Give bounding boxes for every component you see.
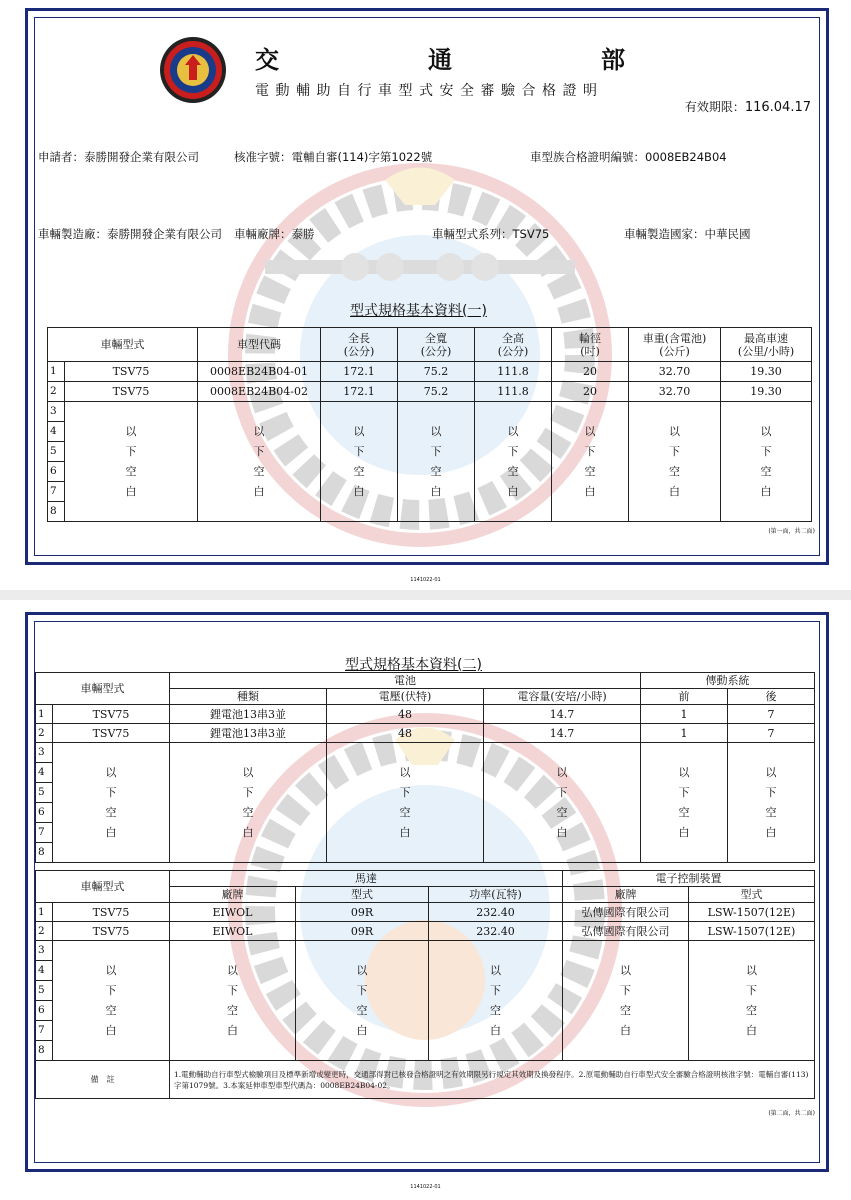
table-row: 1 TSV75 鋰電池13串3並 48 14.7 1 7 xyxy=(36,705,815,724)
blank-cell: 以 下 空 白 xyxy=(484,743,641,863)
header-cell: 全寬 (公分) xyxy=(398,328,475,362)
blank-cell: 以 下 空 白 xyxy=(170,743,327,863)
section-title-1: 型式規格基本資料(一) xyxy=(350,303,487,319)
applicant: 申請者：泰勝開發企業有限公司 xyxy=(38,150,199,164)
blank-cell: 以 下 空 白 xyxy=(327,743,484,863)
header-cell: 車輛型式 xyxy=(36,871,170,903)
table-row: 2 TSV75 EIWOL 09R 232.40 弘傳國際有限公司 LSW-1507(12E) xyxy=(36,922,815,941)
header-cell: 後 xyxy=(728,689,815,705)
blank-cell: 以 下 空 白 xyxy=(728,743,815,863)
document-number: 1141022-01 xyxy=(410,1184,441,1190)
blank-cell: 以 下 空 白 xyxy=(398,402,475,522)
header-cell: 前 xyxy=(641,689,728,705)
blank-row: 3 以 下 空 白 以 下 空 白 以 下 空 白 以 下 空 白 以 下 空 白 以 下 空 白 以 下 空 白 以 下 空 白 xyxy=(48,402,812,422)
spec-table-2a: 車輛型式 電池 傳動系統 種類 電壓(伏特) 電容量(安培/小時) 前 後 1 TSV75 鋰電池13串3並 48 14.7 1 7 2 TSV75 鋰電池13串3並 48 14.7 1 7 3 以 下 空 白 以 下 空 白 以 下 空 白 以 下 空 白 以 下 空 白 以 下 空 白 4 5 6 7 8 xyxy=(35,672,815,863)
remarks-label: 備 註 xyxy=(36,1061,170,1099)
header-cell: 最高車速 (公里/小時) xyxy=(721,328,812,362)
blank-cell: 以 下 空 白 xyxy=(53,941,170,1061)
certificate-subtitle: 電動輔助自行車型式安全審驗合格證明 xyxy=(255,83,604,99)
table-row: 2 TSV75 鋰電池13串3並 48 14.7 1 7 xyxy=(36,724,815,743)
header-cell: 車輛型式 xyxy=(48,328,198,362)
table-header-row xyxy=(48,328,812,362)
header-cell: 電容量(安培/小時) xyxy=(484,689,641,705)
header-cell: 種類 xyxy=(170,689,327,705)
header-cell: 全高 (公分) xyxy=(475,328,552,362)
header-cell: 電子控制裝置 xyxy=(563,871,815,887)
page-mark: (第二面，共二面) xyxy=(768,1110,815,1117)
header-cell: 車型代碼 xyxy=(198,328,321,362)
manufacturing-country: 車輛製造國家：中華民國 xyxy=(624,227,751,241)
blank-row: 3 以 下 空 白 以 下 空 白 以 下 空 白 以 下 空 白 以 下 空 白 以 下 空 白 xyxy=(36,941,815,961)
spec-table-1: 車輛型式 車型代碼 全長 (公分) 全寬 (公分) 全高 (公分) 輪徑 (吋) 車重(含電池) (公斤) 最高車速 (公里/小時) 1 TSV75 0008EB24B04-01 172.1 75.2 111.8 20 32.70 19.30 2 TSV75 0008EB24B04-02 172.1 75.2 111.8 20 32.70 19.30 3 以 下 空 白 以 下 空 白 以 下 空 白 以 下 空 白 以 下 空 白 以 下 空 白 以 下 空 白 以 下 空 白 4 5 6 7 8 xyxy=(47,327,812,522)
document-number: 1141022-01 xyxy=(410,577,441,583)
blank-cell: 以 下 空 白 xyxy=(321,402,398,522)
header-cell: 功率(瓦特) xyxy=(429,887,563,903)
blank-cell: 以 下 空 白 xyxy=(629,402,721,522)
spec-table-2b: 車輛型式 馬達 電子控制裝置 廠牌 型式 功率(瓦特) 廠牌 型式 1 TSV75 EIWOL 09R 232.40 弘傳國際有限公司 LSW-1507(12E) 2 TSV75 EIWOL 09R 232.40 弘傳國際有限公司 LSW-1507(12E) 3 以 下 空 白 以 下 空 白 以 下 空 白 以 下 空 白 以 下 空 白 以 下 空 白 4 5 6 7 8 備 註 1.電動輔助自行車型式檢驗項目及標準新增或變更時，交通部得對已核發合格證明之有效期限另行規定其效期及換發程序。2.原電動輔助自行車型式安全審驗合格證明核准字號：電輔自審(113)字第1079號。3.本案延伸車型車型代碼為：0008EB24B04-02。 xyxy=(35,870,815,1099)
blank-cell: 以 下 空 白 xyxy=(53,743,170,863)
blank-cell: 以 下 空 白 xyxy=(65,402,198,522)
blank-row: 3 以 下 空 白 以 下 空 白 以 下 空 白 以 下 空 白 以 下 空 白 以 下 空 白 xyxy=(36,743,815,763)
header-cell: 車重(含電池) (公斤) xyxy=(629,328,721,362)
family-cert-number: 車型族合格證明編號：0008EB24B04 xyxy=(530,150,727,164)
header-cell: 車輛型式 xyxy=(36,673,170,705)
remarks-row xyxy=(36,1061,815,1099)
blank-cell: 以 下 空 白 xyxy=(296,941,429,1061)
header-cell: 廠牌 xyxy=(563,887,689,903)
header-cell: 全長 (公分) xyxy=(321,328,398,362)
certificate-page-2 xyxy=(0,600,851,1200)
blank-cell: 以 下 空 白 xyxy=(170,941,296,1061)
page-mark: (第一面，共二面) xyxy=(768,528,815,535)
table-row: 2 TSV75 0008EB24B04-02 172.1 75.2 111.8 20 32.70 19.30 xyxy=(48,382,812,402)
blank-cell: 以 下 空 白 xyxy=(552,402,629,522)
ministry-title: 交 通 部 xyxy=(255,46,625,74)
ministry-seal-icon xyxy=(158,35,228,105)
blank-cell: 以 下 空 白 xyxy=(198,402,321,522)
blank-cell: 以 下 空 白 xyxy=(475,402,552,522)
brand: 車輛廠牌：泰勝 xyxy=(234,227,315,241)
validity-period: 有效期限：116.04.17 xyxy=(684,100,811,115)
blank-cell: 以 下 空 白 xyxy=(721,402,812,522)
table-row: 1 TSV75 0008EB24B04-01 172.1 75.2 111.8 20 32.70 19.30 xyxy=(48,362,812,382)
header-cell: 電池 xyxy=(170,673,641,689)
header-cell: 型式 xyxy=(689,887,815,903)
header-cell: 馬達 xyxy=(170,871,563,887)
approval-number: 核准字號：電輔自審(114)字第1022號 xyxy=(234,150,433,164)
remarks-text: 1.電動輔助自行車型式檢驗項目及標準新增或變更時，交通部得對已核發合格證明之有效期限另行規定其效期及換發程序。2.原電動輔助自行車型式安全審驗合格證明核准字號：電輔自審(113)字第1079號。3.本案延伸車型車型代碼為：0008EB24B04-02。 xyxy=(170,1061,815,1099)
manufacturer: 車輛製造廠：泰勝開發企業有限公司 xyxy=(38,227,222,241)
certificate-page-1 xyxy=(0,0,851,590)
header-cell: 廠牌 xyxy=(170,887,296,903)
blank-cell: 以 下 空 白 xyxy=(429,941,563,1061)
blank-cell: 以 下 空 白 xyxy=(689,941,815,1061)
table-row: 1 TSV75 EIWOL 09R 232.40 弘傳國際有限公司 LSW-1507(12E) xyxy=(36,903,815,922)
blank-cell: 以 下 空 白 xyxy=(641,743,728,863)
header-cell: 電壓(伏特) xyxy=(327,689,484,705)
header-cell: 輪徑 (吋) xyxy=(552,328,629,362)
header-cell: 傳動系統 xyxy=(641,673,815,689)
header-cell: 型式 xyxy=(296,887,429,903)
model-series: 車輛型式系列：TSV75 xyxy=(432,227,550,241)
blank-cell: 以 下 空 白 xyxy=(563,941,689,1061)
section-title-2: 型式規格基本資料(二) xyxy=(345,657,482,673)
